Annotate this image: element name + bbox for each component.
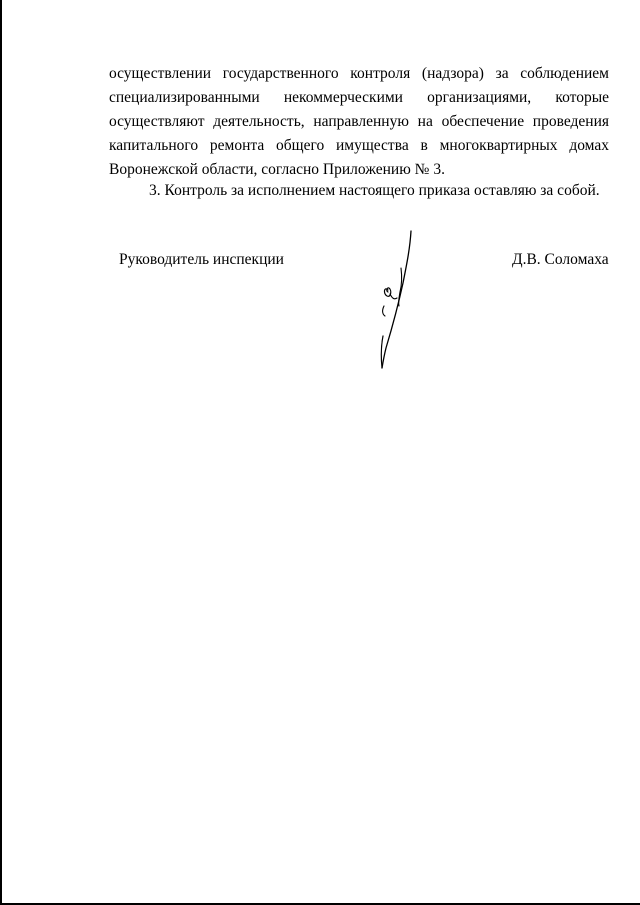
numbered-item-3: 3. Контроль за исполнением настоящего приказа оставляю за собой. [149,182,600,199]
paragraph-line: специализированными некоммерческими организациями, которые [109,89,609,106]
signatory-name: Д.В. Соломаха [512,251,609,268]
paragraph-line: осуществляют деятельность, направленную на обеспечение проведения [109,113,609,130]
handwritten-signature [370,228,420,373]
paragraph-line: осуществлении государственного контроля (надзора) за соблюдением [109,65,609,82]
paragraph-line: Воронежской области, согласно Приложению № 3. [109,161,445,178]
paragraph-continuation [109,62,609,182]
signatory-position: Руководитель инспекции [119,251,284,268]
paragraph-line: капитального ремонта общего имущества в многоквартирных домах [109,137,609,154]
